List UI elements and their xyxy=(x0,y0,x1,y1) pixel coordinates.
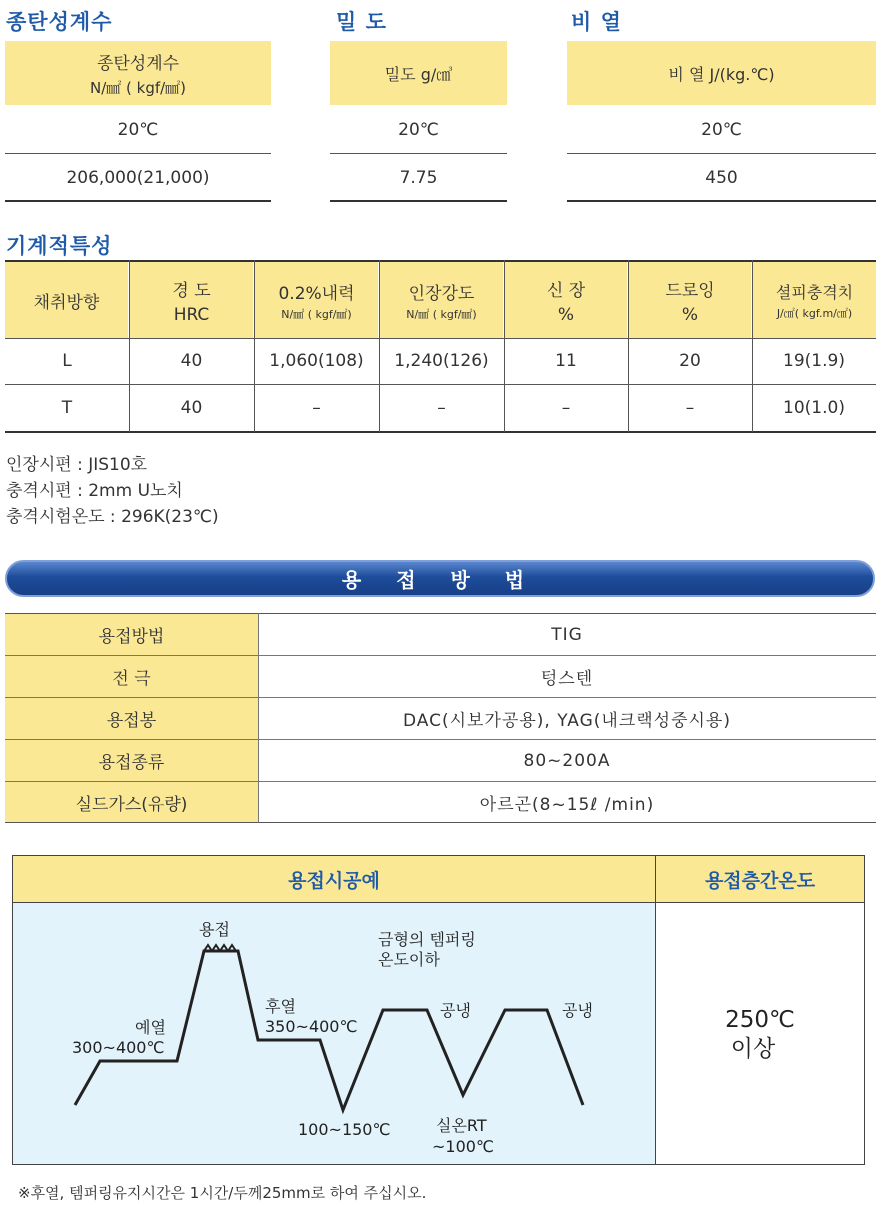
mech-header-elongation-line1: 신 장 xyxy=(546,280,586,301)
specific-heat-value: 450 xyxy=(705,167,738,188)
label-room-temp-line2: ~100℃ xyxy=(432,1137,494,1156)
mech-header-reduction-line2: % xyxy=(681,304,699,325)
mech-header-proof-line2: N/㎟ ( kgf/㎟) xyxy=(281,307,352,321)
density-value: 7.75 xyxy=(399,167,438,188)
mech-row-l-tensile: 1,240(126) xyxy=(394,351,489,371)
mech-header-direction-text: 채취방향 xyxy=(33,292,100,313)
interpass-value xyxy=(656,1006,864,1064)
interpass-title: 용접층간온도 xyxy=(656,856,864,902)
elastic-title: 종탄성계수 xyxy=(6,10,113,34)
specific-heat-temp: 20℃ xyxy=(701,119,742,140)
label-postheat-line2: 350~400℃ xyxy=(265,1017,358,1036)
mech-header-reduction-line1: 드로잉 xyxy=(665,280,715,301)
welding-row-electrode-label: 전 극 xyxy=(5,656,258,697)
label-preheat-line1: 예열 xyxy=(135,1018,166,1037)
density-title: 밀 도 xyxy=(336,10,387,34)
mech-row-t-tensile: – xyxy=(437,398,446,418)
mech-row-l-elongation: 11 xyxy=(555,351,577,371)
interpass-value-line1: 250℃ xyxy=(725,1007,795,1033)
mech-header-tensile-line1: 인장강도 xyxy=(408,283,475,304)
elastic-temp: 20℃ xyxy=(117,119,159,140)
mech-row-t-hardness: 40 xyxy=(180,398,203,418)
welding-row-method-label: 용접방법 xyxy=(5,614,258,655)
label-tempering-line1: 금형의 템퍼링 xyxy=(378,930,476,949)
elastic-value: 206,000(21,000) xyxy=(66,167,210,188)
elastic-header-line2: N/㎟ ( kgf/㎟) xyxy=(89,78,187,97)
label-low-temp: 100~150℃ xyxy=(298,1120,391,1139)
mech-header-tensile-line2: N/㎟ ( kgf/㎟) xyxy=(406,307,477,321)
mech-row-l-reduction: 20 xyxy=(679,351,701,371)
specific-heat-header-text: 비 열 J/(kg.℃) xyxy=(668,64,775,84)
note-impact-temperature: 충격시험온도 : 296K(23℃) xyxy=(6,507,219,527)
mech-header-charpy-line2: J/㎠( kgf.m/㎠) xyxy=(776,306,853,320)
label-weld: 용접 xyxy=(199,920,230,939)
welding-row-current-label: 용접종류 xyxy=(5,740,258,781)
mech-header-elongation-line2: % xyxy=(557,304,575,325)
mech-header-hardness-line2: HRC xyxy=(173,304,210,325)
specific-heat-title: 비 열 xyxy=(571,10,622,34)
mech-row-l-hardness: 40 xyxy=(180,351,203,371)
elastic-header-line1: 종탄성계수 xyxy=(96,53,180,74)
welding-row-rod-value: DAC(시보가공용), YAG(내크랙성중시용) xyxy=(403,711,731,731)
mech-row-l-direction: L xyxy=(62,351,72,371)
mech-header-hardness-line1: 경 도 xyxy=(172,280,211,301)
mech-row-t-proof: – xyxy=(312,398,321,418)
welding-row-gas-value: 아르곤(8~15ℓ /min) xyxy=(479,794,655,815)
welding-row-method-value: TIG xyxy=(551,624,583,645)
mechanical-title: 기계적특성 xyxy=(6,234,113,258)
mech-row-l-proof: 1,060(108) xyxy=(269,351,364,371)
welding-row-gas-label: 실드가스(유량) xyxy=(5,782,258,822)
mech-header-proof-line1: 0.2%내력 xyxy=(278,283,355,304)
process-title: 용접시공예 xyxy=(13,856,655,902)
interpass-value-line2: 이상 xyxy=(730,1036,776,1062)
note-impact-specimen: 충격시편 : 2mm U노치 xyxy=(6,481,183,501)
label-postheat-line1: 후열 xyxy=(265,997,296,1016)
label-air-cool-2: 공냉 xyxy=(562,1001,593,1020)
welding-row-current-value: 80~200A xyxy=(523,750,611,771)
label-room-temp-line1: 실온RT xyxy=(436,1116,487,1135)
label-air-cool-1: 공냉 xyxy=(440,1001,471,1020)
label-tempering-line2: 온도이하 xyxy=(378,950,440,969)
mech-header-charpy-line1: 셜피충격치 xyxy=(775,282,854,302)
welding-row-electrode-value: 텅스텐 xyxy=(540,669,594,689)
mech-row-l-charpy: 19(1.9) xyxy=(783,351,845,371)
note-tensile-specimen: 인장시편 : JIS10호 xyxy=(6,455,148,475)
welding-banner: 용 접 방 법 xyxy=(5,560,875,597)
mech-row-t-direction: T xyxy=(61,398,73,418)
mech-row-t-elongation: – xyxy=(561,398,571,418)
density-header-text: 밀도 g/㎤ xyxy=(384,64,453,84)
mech-row-t-reduction: – xyxy=(685,398,695,418)
footnote: ※후열, 템퍼링유지시간은 1시간/두께25mm로 하여 주십시오. xyxy=(18,1184,427,1202)
label-preheat-line2: 300~400℃ xyxy=(72,1038,165,1057)
density-temp: 20℃ xyxy=(398,119,439,140)
welding-row-rod-label: 용접봉 xyxy=(5,698,258,739)
mech-row-t-charpy: 10(1.0) xyxy=(783,398,845,418)
